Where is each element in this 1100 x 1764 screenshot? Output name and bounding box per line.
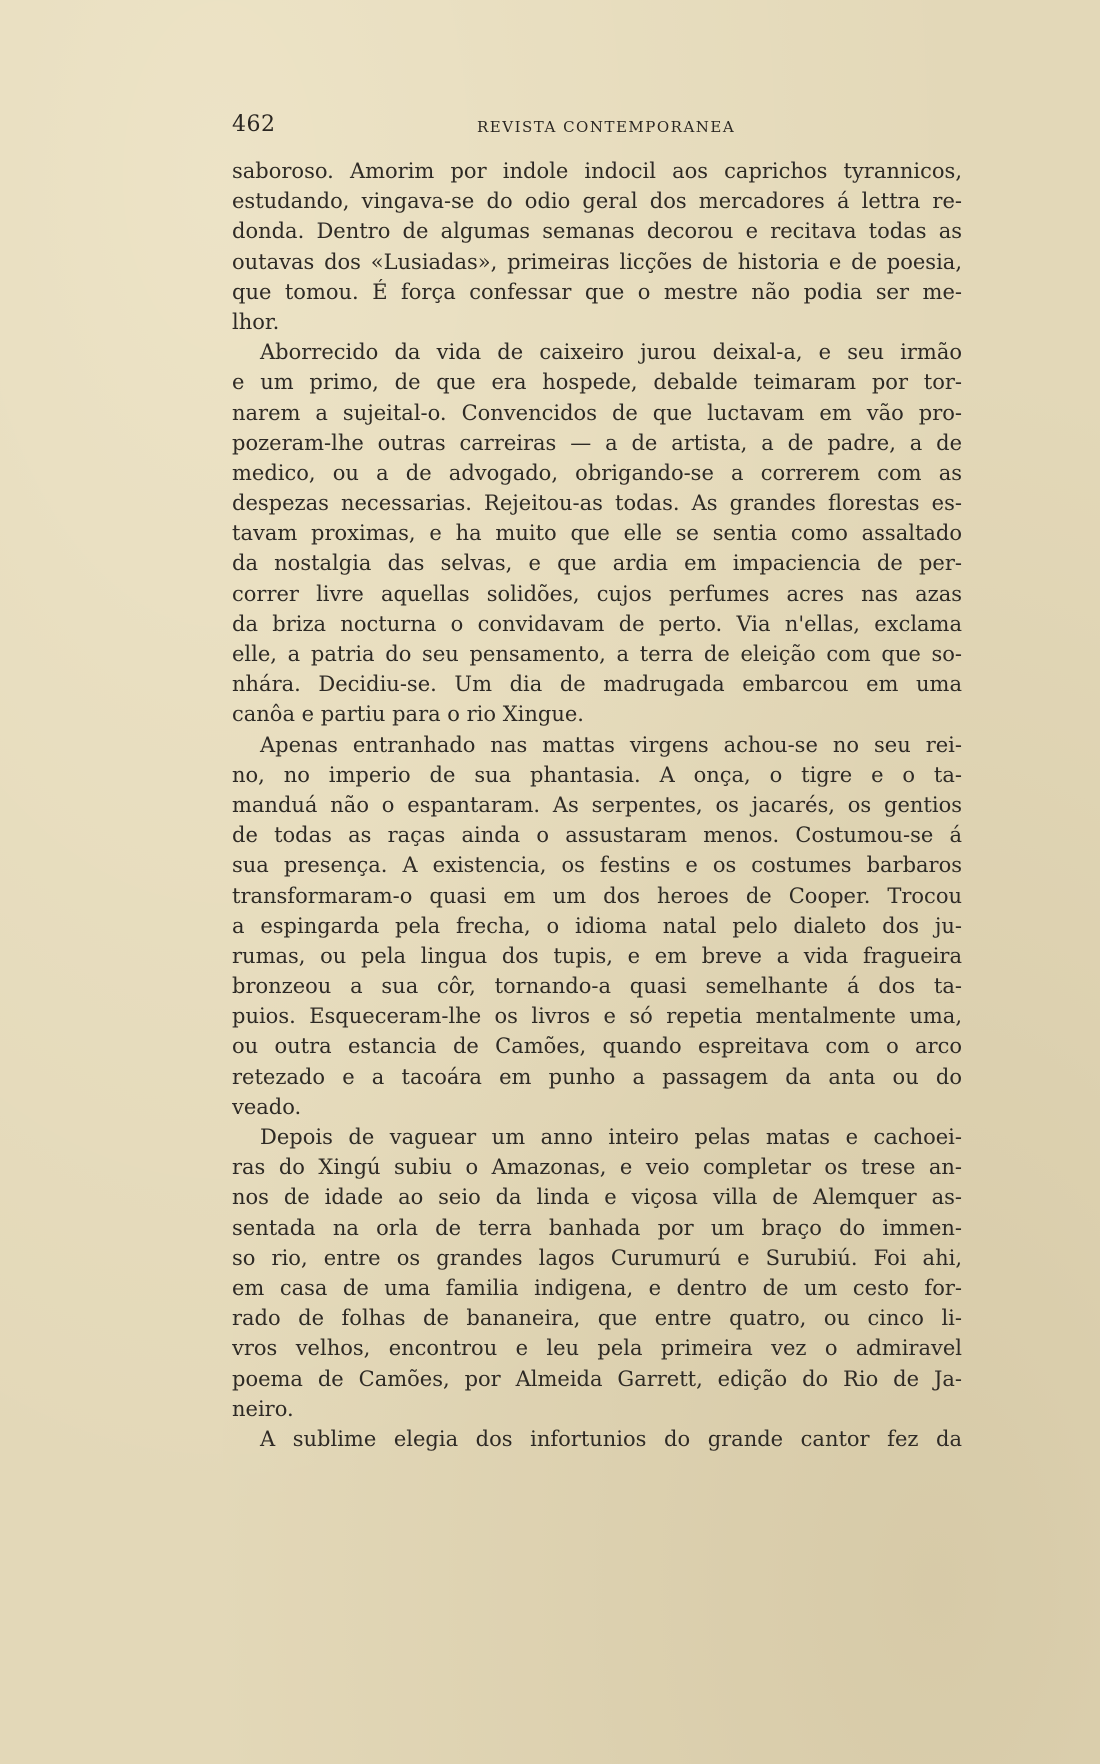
paragraph-4: [232, 1122, 962, 1424]
text-line: tavam proximas, e ha muito que elle se sentia como assaltado: [232, 521, 962, 546]
text-line: estudando, vingava-se do odio geral dos mercadores á lettra re-: [232, 189, 962, 214]
text-line: veado.: [232, 1094, 302, 1119]
text-line: retezado e a tacoára em punho a passagem da anta ou do: [232, 1064, 962, 1089]
text-line: bronzeou a sua côr, tornando-a quasi semelhante á dos ta-: [232, 974, 962, 999]
text-line: e um primo, de que era hospede, debalde teimaram por tor-: [232, 370, 962, 395]
text-line: so rio, entre os grandes lagos Curumurú e Surubiú. Foi ahi,: [232, 1245, 962, 1270]
text-line: poema de Camões, por Almeida Garrett, edição do Rio de Ja-: [232, 1366, 962, 1391]
running-header: [232, 112, 962, 148]
text-line: rado de folhas de bananeira, que entre quatro, ou cinco li-: [232, 1306, 962, 1331]
text-line: da nostalgia das selvas, e que ardia em impaciencia de per-: [232, 551, 962, 576]
text-line: neiro.: [232, 1396, 294, 1421]
text-line: Aborrecido da vida de caixeiro jurou deixal-a, e seu irmão: [260, 340, 962, 365]
text-line: narem a sujeital-o. Convencidos de que luctavam em vão pro-: [232, 400, 962, 425]
text-line: rumas, ou pela lingua dos tupis, e em breve a vida fragueira: [232, 943, 962, 968]
text-line: ras do Xingú subiu o Amazonas, e veio completar os trese an-: [232, 1155, 962, 1180]
text-line: puios. Esqueceram-lhe os livros e só repetia mentalmente uma,: [232, 1004, 962, 1029]
text-line: vros velhos, encontrou e leu pela primeira vez o admiravel: [232, 1336, 962, 1361]
text-line: ou outra estancia de Camões, quando espreitava com o arco: [232, 1034, 962, 1059]
paragraph-1: [232, 156, 962, 337]
text-line: lhor.: [232, 309, 280, 334]
text-line: elle, a patria do seu pensamento, a terra de eleição com que so-: [232, 642, 962, 666]
text-line: A sublime elegia dos infortunios do grande cantor fez da: [260, 1426, 962, 1451]
text-line: Depois de vaguear um anno inteiro pelas matas e cachoei-: [260, 1125, 962, 1149]
text-line: sentada na orla de terra banhada por um braço do immen-: [232, 1215, 962, 1240]
text-line: sua presença. A existencia, os festins e os costumes barbaros: [232, 853, 962, 878]
text-line: manduá não o espantaram. As serpentes, os jacarés, os gentios: [232, 792, 962, 817]
text-line: donda. Dentro de algumas semanas decorou e recitava todas as: [232, 219, 962, 244]
text-line: Apenas entranhado nas mattas virgens achou-se no seu rei-: [260, 732, 962, 757]
paragraph-5: [232, 1424, 962, 1454]
text-line: da briza nocturna o convidavam de perto. Via n'ellas, exclama: [232, 611, 962, 636]
running-title: REVISTA CONTEMPORANEA: [477, 118, 736, 136]
text-line: outavas dos «Lusiadas», primeiras licções de historia e de poesia,: [232, 249, 962, 274]
text-line: que tomou. É força confessar que o mestre não podia ser me-: [232, 279, 962, 304]
text-line: em casa de uma familia indigena, e dentro de um cesto for-: [232, 1275, 962, 1300]
text-line: medico, ou a de advogado, obrigando-se a correrem com as: [232, 460, 962, 485]
text-line: de todas as raças ainda o assustaram menos. Costumou-se á: [232, 823, 962, 848]
paragraph-3: [232, 730, 962, 1122]
page-number: 462: [232, 112, 276, 137]
body-text: [232, 156, 962, 1454]
text-line: correr livre aquellas solidões, cujos perfumes acres nas azas: [232, 581, 962, 606]
text-line: canôa e partiu para o rio Xingue.: [232, 702, 584, 727]
text-line: nhára. Decidiu-se. Um dia de madrugada embarcou em uma: [232, 672, 962, 697]
text-line: despezas necessarias. Rejeitou-as todas. As grandes florestas es-: [232, 491, 962, 516]
paragraph-2: [232, 337, 962, 729]
text-line: nos de idade ao seio da linda e viçosa villa de Alemquer as-: [232, 1185, 962, 1210]
text-line: pozeram-lhe outras carreiras — a de artista, a de padre, a de: [232, 430, 962, 455]
text-line: saboroso. Amorim por indole indocil aos caprichos tyrannicos,: [232, 159, 962, 183]
text-line: a espingarda pela frecha, o idioma natal pelo dialeto dos ju-: [232, 913, 962, 938]
text-line: transformaram-o quasi em um dos heroes de Cooper. Trocou: [232, 883, 962, 908]
text-line: no, no imperio de sua phantasia. A onça, o tigre e o ta-: [232, 762, 962, 787]
